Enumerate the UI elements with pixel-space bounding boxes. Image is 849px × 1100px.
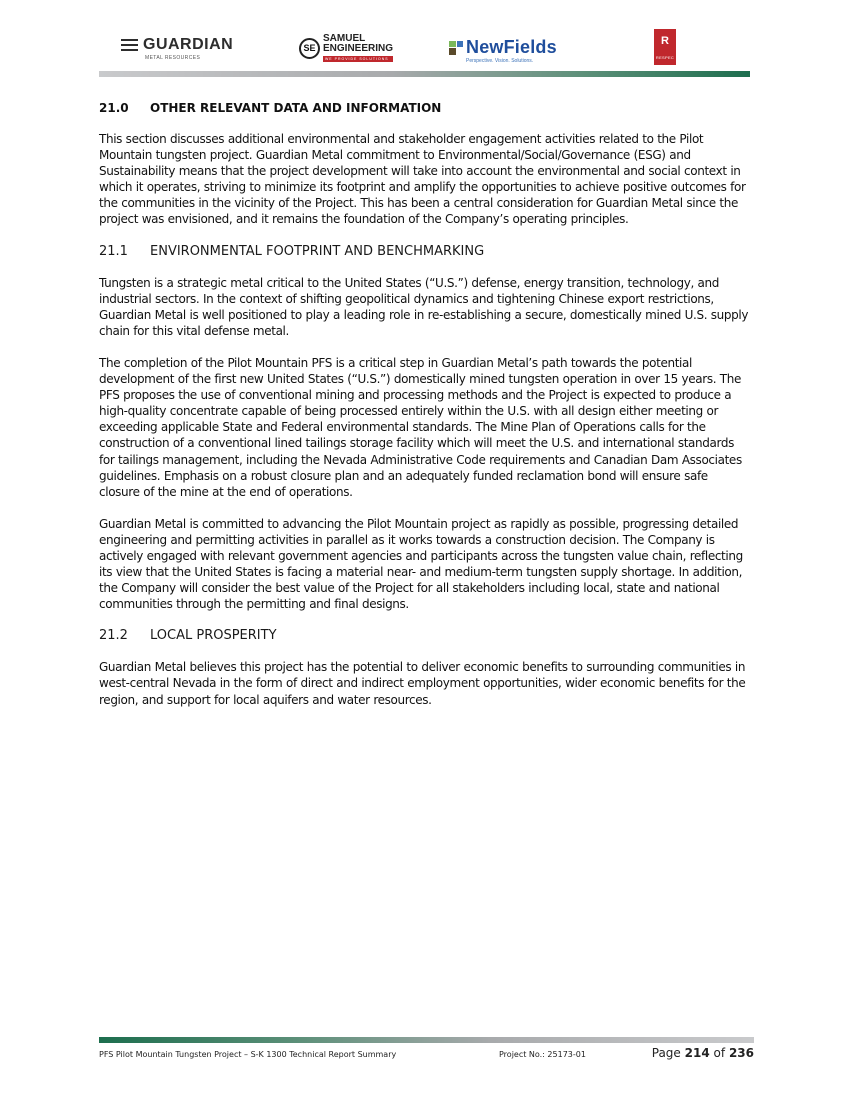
section-heading-21-0 — [99, 101, 751, 115]
page-body — [99, 97, 751, 724]
section-number: 21.0 — [99, 101, 129, 115]
footer-project-number: Project No.: 25173-01 — [499, 1050, 586, 1059]
samuel-engineering-logo — [299, 34, 393, 62]
se-line2: ENGINEERING — [323, 43, 394, 54]
guardian-logo-sub: METAL RESOURCES — [145, 55, 201, 61]
paragraph: Guardian Metal is committed to advancing the Pilot Mountain project as rapidly as possible, progressing detailed engineering and permitting activities in parallel as it works towards a construction decision. The Company is actively engaged with relevant government agencies and participants across the tungsten value chain, reflecting its view that the United States is facing a material near- and medium-term tungsten supply shortage. In addition, the Company will consider the best value of the Project for all stakeholders including local, state and national communities through the permitting and final designs. — [99, 516, 743, 612]
total-pages: 236 — [728, 1046, 754, 1060]
section-number: 21.1 — [99, 243, 128, 259]
se-tagline: WE PROVIDE SOLUTIONS — [323, 56, 393, 62]
section-heading-21-2 — [99, 628, 751, 643]
section-title: ENVIRONMENTAL FOOTPRINT AND BENCHMARKING — [150, 243, 485, 259]
se-line1: SAMUEL — [323, 33, 366, 44]
footer-report-title: PFS Pilot Mountain Tungsten Project – S-K 1300 Technical Report Summary — [99, 1050, 397, 1059]
current-page: 214 — [684, 1046, 710, 1060]
newfields-name: NewFields — [466, 37, 557, 57]
se-monogram-icon: SE — [299, 38, 320, 59]
respec-logo — [654, 29, 676, 65]
respec-label: RESPEC — [655, 55, 675, 60]
section-number: 21.2 — [99, 628, 128, 644]
paragraph: The completion of the Pilot Mountain PFS is a critical step in Guardian Metal’s path towards the potential development of the first new United States (“U.S.”) domestically mined tungsten operation in over 15 years. The PFS proposes the use of conventional mining and processing methods and the Project is expected to produce a high-quality concentrate capable of being processed entirely within the U.S. with all design either meeting or exceeding applicable State and Federal environmental standards. The Mine Plan of Operations calls for the construction of a conventional lined tailings storage facility which will meet the U.S. and international standards for tailings management, including the Nevada Administrative Code requirements and Canadian Dam Associates guidelines. Emphasis on a robust closure plan and an adequately funded reclamation bond will ensure safe closure of the mine at the end of operations. — [99, 355, 742, 499]
newfields-logo — [449, 37, 557, 64]
page-number — [652, 1046, 754, 1060]
section-heading-21-1 — [99, 244, 751, 259]
section-title: LOCAL PROSPERITY — [150, 628, 277, 644]
respec-mark-icon: R — [661, 35, 669, 47]
page-word: Page — [651, 1046, 681, 1060]
guardian-logo — [121, 36, 233, 61]
newfields-tagline: Perspective. Vision. Solutions. — [466, 58, 534, 64]
footer-rule — [99, 1037, 754, 1043]
section-title: OTHER RELEVANT DATA AND INFORMATION — [150, 101, 442, 115]
paragraph: Tungsten is a strategic metal critical to the United States (“U.S.”) defense, energy transition, technology, and industrial sectors. In the context of shifting geopolitical dynamics and tightening Chinese export restrictions, Guardian Metal is well positioned to play a leading role in re-establishing a secure, domestically mined U.S. supply chain for this vital defense metal. — [99, 275, 749, 338]
paragraph: Guardian Metal believes this project has the potential to deliver economic benefits to surrounding communities in west-central Nevada in the form of direct and indirect employment opportunities, wider economic benefits for the region, and support for local aquifers and water resources. — [99, 660, 746, 707]
header-rule — [99, 71, 750, 77]
paragraph: This section discusses additional environmental and stakeholder engagement activities related to the Pilot Mountain tungsten project. Guardian Metal commitment to Environmental/Social/Governance (ESG) and Sustainability means that the project development will take into account the environmental and social context in which it operates, striving to minimize its footprint and amplify the opportunities to achieve positive outcomes for the communities in the vicinity of the Project. This has been a central consideration for Guardian Metal since the project was envisioned, and it remains the foundation of the Company’s operating principles. — [99, 132, 746, 227]
of-word: of — [713, 1046, 726, 1060]
guardian-logo-name: GUARDIAN — [143, 36, 234, 53]
newfields-squares-icon — [449, 41, 463, 55]
guardian-mark-icon — [121, 39, 138, 51]
page-header — [99, 24, 750, 78]
